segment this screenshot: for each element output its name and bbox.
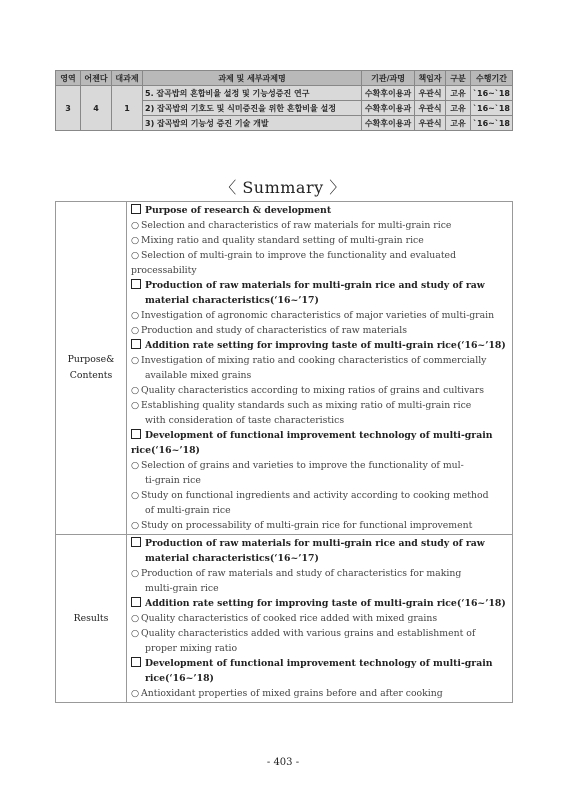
header-area: 영역 (56, 71, 81, 86)
major-task-cell: 1 (112, 86, 143, 131)
bullet-line (131, 368, 512, 383)
circle-bullet-icon: ○ (131, 325, 140, 336)
bullet-line (131, 383, 512, 398)
line-text: Development of functional improvement technology of multi-grain (145, 658, 493, 669)
page-number: - 403 - (266, 757, 300, 768)
bullet-line (131, 566, 512, 581)
section-heading-line (131, 278, 512, 293)
line-text: Production of raw materials for multi-grain rice and study of raw (145, 538, 485, 549)
section-heading-line (131, 203, 512, 218)
checkbox-square-icon (131, 279, 141, 289)
bullet-line (131, 488, 512, 503)
line-text: Development of functional improvement technology of multi-grain rice(‘16~’18) (131, 430, 493, 456)
section-heading-line (131, 671, 512, 686)
purpose-label-line: Purpose& (67, 354, 115, 365)
line-text: Establishing quality standards such as mixing ratio of multi-grain rice (141, 400, 472, 411)
circle-bullet-icon: ○ (131, 460, 140, 471)
line-text: Selection and characteristics of raw materials for multi-grain rice (141, 220, 452, 231)
circle-bullet-icon: ○ (131, 400, 140, 411)
line-text: Mixing ratio and quality standard setting of multi-grain rice (141, 235, 424, 246)
section-heading-line (131, 596, 512, 611)
circle-bullet-icon: ○ (131, 490, 140, 501)
line-text: material characteristics(‘16~’17) (145, 553, 319, 564)
header-major-task: 대과제 (112, 71, 143, 86)
circle-bullet-icon: ○ (131, 235, 140, 246)
line-text: Study on functional ingredients and activity according to cooking method (141, 490, 489, 501)
period-cell: `16~`18 (471, 101, 513, 116)
line-text: Selection of grains and varieties to improve the functionality of mul- (141, 460, 464, 471)
line-text: Addition rate setting for improving taste of multi-grain rice(‘16~’18) (145, 340, 506, 351)
summary-table (55, 201, 513, 703)
bullet-line (131, 323, 512, 338)
line-text: material characteristics(‘16~’17) (145, 295, 319, 306)
section-heading-line (131, 428, 512, 458)
bullet-line (131, 218, 512, 233)
line-text: Purpose of research & development (145, 205, 332, 216)
checkbox-square-icon (131, 204, 141, 214)
circle-bullet-icon: ○ (131, 355, 140, 366)
org-cell: 수확후이용과 (362, 101, 415, 116)
period-cell: `16~`18 (471, 116, 513, 131)
period-cell: `16~`18 (471, 86, 513, 101)
line-text: available mixed grains (145, 370, 252, 381)
bullet-line (131, 458, 512, 473)
task-title-cell: 2) 잡곡밥의 기호도 및 식미증진을 위한 혼합비율 설정 (143, 101, 362, 116)
table-row (56, 86, 513, 101)
bullet-line (131, 308, 512, 323)
bullet-line (131, 581, 512, 596)
section-heading-line (131, 293, 512, 308)
area-cell: 3 (56, 86, 81, 131)
bullet-line (131, 611, 512, 626)
header-org: 기관/과명 (362, 71, 415, 86)
line-text: Quality characteristics added with various grains and establishment of (141, 628, 476, 639)
org-cell: 수확후이용과 (362, 86, 415, 101)
section-heading-line (131, 338, 512, 353)
bullet-line (131, 503, 512, 518)
header-type: 구분 (446, 71, 471, 86)
header-lead: 책임자 (415, 71, 446, 86)
header-agenda: 어젠다 (81, 71, 112, 86)
circle-bullet-icon: ○ (131, 520, 140, 531)
org-cell: 수확후이용과 (362, 116, 415, 131)
task-title-cell: 3) 잡곡밥의 기능성 증진 기술 개발 (143, 116, 362, 131)
line-text: Addition rate setting for improving taste of multi-grain rice(‘16~’18) (145, 598, 506, 609)
bullet-line (131, 413, 512, 428)
line-text: ti-grain rice (145, 475, 201, 486)
results-row (56, 535, 513, 703)
section-heading-line (131, 536, 512, 551)
task-title-cell: 5. 잡곡밥의 혼합비율 설정 및 기능성증진 연구 (143, 86, 362, 101)
purpose-row (56, 202, 513, 535)
line-text: proper mixing ratio (145, 643, 238, 654)
bullet-line (131, 353, 512, 368)
lead-cell: 우관식 (415, 101, 446, 116)
bullet-line (131, 248, 512, 278)
header-task-name: 과제 및 세부과제명 (143, 71, 362, 86)
circle-bullet-icon: ○ (131, 568, 140, 579)
checkbox-square-icon (131, 537, 141, 547)
line-text: multi-grain rice (145, 583, 219, 594)
circle-bullet-icon: ○ (131, 688, 140, 699)
circle-bullet-icon: ○ (131, 220, 140, 231)
purpose-label (56, 202, 127, 535)
circle-bullet-icon: ○ (131, 628, 140, 639)
circle-bullet-icon: ○ (131, 250, 140, 261)
line-text: with consideration of taste characteristics (145, 415, 345, 426)
line-text: Production and study of characteristics of raw materials (141, 325, 407, 336)
section-heading-line (131, 551, 512, 566)
line-text: Production of raw materials and study of characteristics for making (141, 568, 462, 579)
header-period: 수행기간 (471, 71, 513, 86)
checkbox-square-icon (131, 429, 141, 439)
line-text: Investigation of agronomic characteristics of major varieties of multi-grain (141, 310, 495, 321)
checkbox-square-icon (131, 597, 141, 607)
bullet-line (131, 641, 512, 656)
results-label: Results (56, 535, 127, 703)
circle-bullet-icon: ○ (131, 310, 140, 321)
bullet-line (131, 398, 512, 413)
type-cell: 고유 (446, 101, 471, 116)
type-cell: 고유 (446, 116, 471, 131)
line-text: Antioxidant properties of mixed grains before and after cooking (141, 688, 443, 699)
project-info-table (55, 70, 513, 131)
checkbox-square-icon (131, 657, 141, 667)
line-text: Quality characteristics according to mixing ratios of grains and cultivars (141, 385, 485, 396)
bullet-line (131, 233, 512, 248)
circle-bullet-icon: ○ (131, 613, 140, 624)
lead-cell: 우관식 (415, 86, 446, 101)
line-text: Selection of multi-grain to improve the functionality and evaluated processability (131, 250, 457, 276)
checkbox-square-icon (131, 339, 141, 349)
line-text: Production of raw materials for multi-grain rice and study of raw (145, 280, 485, 291)
results-content (127, 535, 513, 703)
lead-cell: 우관식 (415, 116, 446, 131)
summary-heading: 〈 Summary 〉 (220, 178, 346, 197)
circle-bullet-icon: ○ (131, 385, 140, 396)
project-table-header-row (56, 71, 513, 86)
line-text: Study on processability of multi-grain rice for functional improvement (141, 520, 473, 531)
type-cell: 고유 (446, 86, 471, 101)
bullet-line (131, 473, 512, 488)
purpose-content (127, 202, 513, 535)
bullet-line (131, 686, 512, 701)
line-text: Investigation of mixing ratio and cooking characteristics of commercially (141, 355, 487, 366)
bullet-line (131, 518, 512, 533)
purpose-label-line: Contents (69, 370, 113, 381)
line-text: Quality characteristics of cooked rice added with mixed grains (141, 613, 438, 624)
line-text: rice(‘16~’18) (145, 673, 214, 684)
agenda-cell: 4 (81, 86, 112, 131)
section-heading-line (131, 656, 512, 671)
bullet-line (131, 626, 512, 641)
line-text: of multi-grain rice (145, 505, 231, 516)
